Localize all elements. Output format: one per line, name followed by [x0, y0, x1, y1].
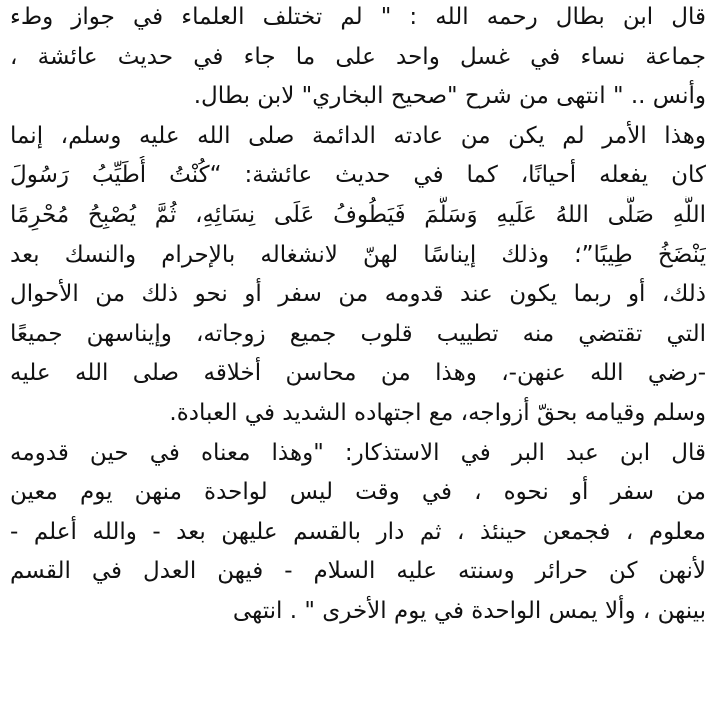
- text-line-6: اللَّهِ صَلَّى اللهُ عَلَيهِ وَسَلَّمَ فَيَطُوفُ عَلَى نِسَائِهِ، ثُمَّ يُصْبِحُ مُحْرِمًا: [10, 201, 706, 228]
- text-line-8: ذلك، أو ربما يكون عند قدومه من سفر أو نحو ذلك من الأحوال: [10, 281, 706, 308]
- text-line-15: لأنهن كن حرائر وسنته عليه السلام - فيهن العدل في القسم: [10, 558, 706, 585]
- text-line-14: معلوم ، فجمعن حينئذ ، ثم دار بالقسم عليهن بعد - والله أعلم -: [10, 518, 706, 545]
- text-line-13: من سفر أو نحوه ، في وقت ليس لواحدة منهن يوم معين: [10, 479, 706, 506]
- text-line-2: جماعة نساء في غسل واحد على ما جاء في حديث عائشة ،: [10, 43, 706, 70]
- article-text: [10, 0, 706, 632]
- text-line-4: وهذا الأمر لم يكن من عادته الدائمة صلى الله عليه وسلم، إنما: [10, 122, 706, 149]
- text-line-7: يَنْضَخُ طِيبًا”؛ وذلك إيناسًا لهنّ لانشغاله بالإحرام والنسك بعد: [10, 241, 706, 268]
- text-line-9: التي تقتضي منه تطييب قلوب جميع زوجاته، وإيناسهن جميعًا: [10, 320, 706, 347]
- text-line-10: -رضي الله عنهن-، وهذا من محاسن أخلاقه صلى الله عليه: [10, 360, 706, 387]
- text-line-1: قال ابن بطال رحمه الله : " لم تختلف العلماء في جواز وطء: [10, 4, 706, 30]
- text-line-5: كان يفعله أحيانًا، كما في حديث عائشة: “كُنْتُ أُطَيِّبُ رَسُولَ: [10, 162, 706, 189]
- text-line-16: بينهن ، وألا يمس الواحدة في يوم الأخرى " . انتهى: [232, 597, 706, 624]
- text-line-3: وأنس .. " انتهى من شرح "صحيح البخاري" لابن بطال.: [193, 83, 706, 110]
- text-line-12: قال ابن عبد البر في الاستذكار: "وهذا معناه في حين قدومه: [10, 439, 706, 466]
- text-line-11: وسلم وقيامه بحقّ أزواجه، مع اجتهاده الشديد في العبادة.: [169, 399, 706, 426]
